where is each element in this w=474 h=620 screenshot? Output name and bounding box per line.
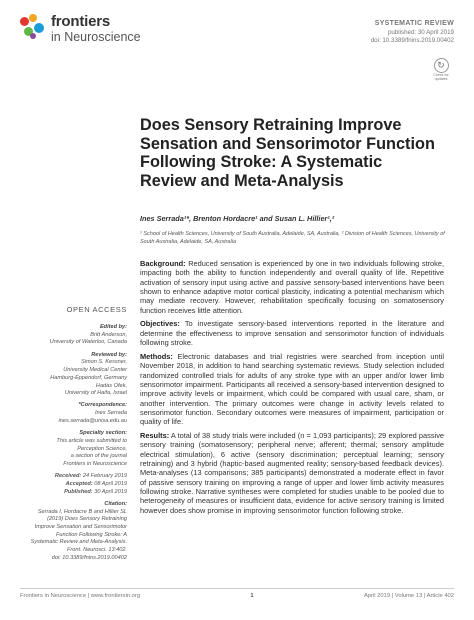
published-date: published: 30 April 2019 <box>387 28 454 36</box>
citation-line-4: Function Following Stroke: A <box>56 531 127 538</box>
received-date: Received: 24 February 2019 <box>54 473 127 480</box>
specialty-line-4: Frontiers in Neuroscience <box>63 461 127 467</box>
correspondence-email[interactable]: ines.serrada@unisa.edu.au <box>58 417 127 424</box>
citation-line-3: Improve Sensation and Sensorimotor <box>34 524 127 531</box>
citation-line-2: (2019) Does Sensory Retraining <box>47 516 127 523</box>
journal-logo[interactable] <box>20 14 141 44</box>
specialty-line-2: Perception Science, <box>77 445 127 452</box>
reviewer-1-affiliation-2: Hamburg-Eppendorf, Germany <box>50 374 127 381</box>
article-info-sidebar <box>17 324 127 563</box>
published-date-sidebar: Published: 30 April 2019 <box>64 488 127 495</box>
citation-line-5: Systematic Review and Meta-Analysis. <box>30 539 127 546</box>
article-title: Does Sensory Retraining Improve Sensation and Sensorimotor Function Following Stroke: A Systematic Review and Meta-Analysis <box>140 116 435 190</box>
affiliations: ¹ School of Health Sciences, University of South Australia, Adelaide, SA, Australia, ² Division of Health Sciences, University of South Australia, Adelaide, SA, Australia <box>140 231 445 245</box>
frontiers-logo-icon <box>20 14 46 40</box>
reviewer-2-affiliation: University of Haifa, Israel <box>64 390 127 397</box>
author-list[interactable]: Ines Serrada¹*, Brenton Hordacre¹ and Susan L. Hillier¹,² <box>140 214 335 223</box>
accepted-date: Accepted: 08 April 2019 <box>65 480 127 487</box>
correspondence-name: Ines Serrada <box>94 410 127 417</box>
article-type: SYSTEMATIC REVIEW <box>374 20 454 27</box>
abstract-background: Background: Reduced sensation is experienced by one in two individuals following stroke, impacting both the ability to function independently and overall quality of life. Repetitive activation of sensory input using active and passive sensory-based interventions have been shown to enhance adaptive motor cortical plasticity, indicating a potential mechanism which may mediate recovery. However, rehabilitation specifically focusing on somatosensory function receives little attention. <box>140 259 444 315</box>
citation-doi[interactable]: doi: 10.3389/fnins.2019.00402 <box>51 554 127 561</box>
journal-name: in Neuroscience <box>51 30 141 44</box>
reviewer-2-name: Hadas Ofek, <box>95 382 127 389</box>
specialty-section-label: Specialty section: <box>79 430 127 437</box>
citation-label: Citation: <box>104 500 127 507</box>
correspondence-label: *Correspondence: <box>78 402 127 409</box>
page-number: 1 <box>250 593 254 599</box>
footer-issue-info: April 2019 | Volume 13 | Article 402 <box>363 593 454 599</box>
editor-name: Britt Anderson, <box>90 331 127 338</box>
specialty-line-3: a section of the journal <box>70 453 127 460</box>
reviewer-1-name: Simon S. Kessner, <box>80 359 127 366</box>
citation-line-1: Serrada I, Hordacre B and Hillier SL <box>37 508 127 515</box>
doi-link[interactable]: doi: 10.3389/fnins.2019.00402 <box>370 36 454 44</box>
page-footer <box>20 588 454 599</box>
edited-by-label: Edited by: <box>99 324 127 330</box>
open-access-label: OPEN ACCESS <box>66 305 127 314</box>
footer-journal-link[interactable]: Frontiers in Neuroscience | www.frontiersin.org <box>20 593 141 599</box>
check-updates-badge[interactable] <box>430 58 452 82</box>
abstract-results: Results: A total of 38 study trials were included (n = 1,093 participants); 29 explored passive sensory training (somatosensory; peripheral nerve; afferent; thermal; sensory amplitude electrical stimulation), 6 active (sensory discrimination; perceptual learning; sensory retraining) and 3 hybrid (haptic-based augmented reality; sensory-based feedback devices). Meta-analyses (13 comparisons; 385 participants) demonstrated a moderate effect in favor of passive sensory training on improving a range of upper and lower limb activity measures following stroke. Narrative syntheses were completed for studies unable to be pooled due to heterogeneity of measures or insufficient data, evidence for active sensory training is limited however does show promise in improving sensorimotor function following stroke. <box>140 431 444 515</box>
editor-affiliation: University of Waterloo, Canada <box>49 339 127 346</box>
article-meta <box>371 20 454 44</box>
reviewed-by-label: Reviewed by: <box>91 351 127 358</box>
abstract <box>140 259 444 520</box>
abstract-methods: Methods: Electronic databases and trial registries were searched from inception until November 2018, in addition to hand searching systematic reviews. Study selection included randomized controlled trials for adults of any stroke type with an upper and/or lower limb sensorimotor impairment. Participants all received a sensory-based intervention designed to improve activity levels or impairment, which could be compared with usual care, sham, or another intervention. The primary outcomes were change in activity levels related to sensorimotor function. Secondary outcomes were measures of impairment, participation or quality of life. <box>140 351 444 427</box>
reviewer-1-affiliation: University Medical Center <box>63 367 127 374</box>
refresh-icon: ↻ <box>434 58 449 73</box>
abstract-objectives: Objectives: To investigate sensory-based interventions reported in the literature and determine the effectiveness to improve sensation and sensorimotor function of individuals following stroke. <box>140 319 444 348</box>
citation-line-6: Front. Neurosci. 13:402. <box>66 547 127 554</box>
specialty-line-1: This article was submitted to <box>56 437 127 444</box>
check-updates-label: Check for updates <box>433 73 449 81</box>
brand-name: frontiers <box>51 13 111 30</box>
